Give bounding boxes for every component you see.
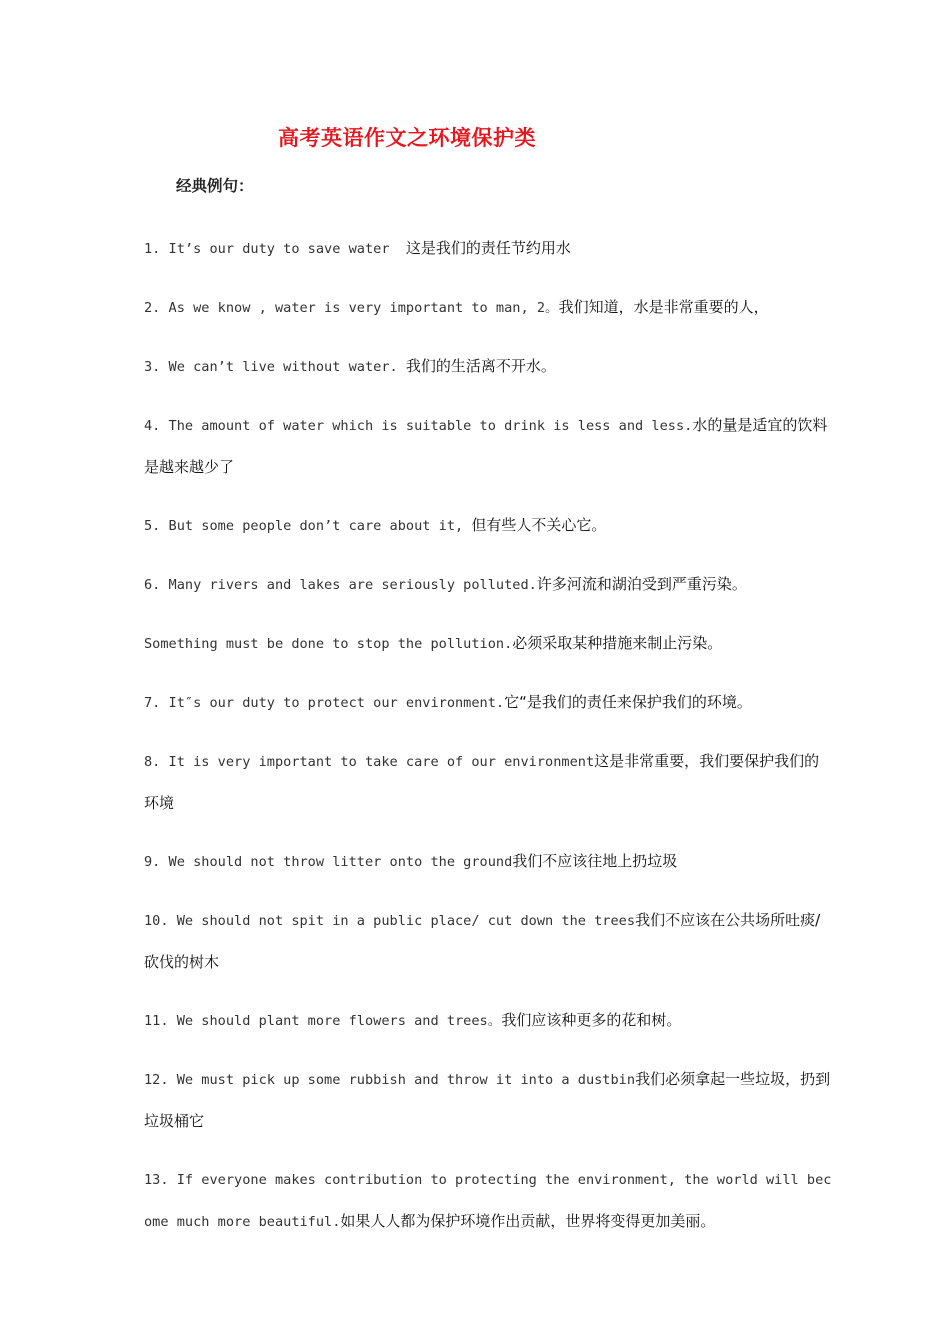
chinese-translation: 它“是我们的责任来保护我们的环境。 [504,693,752,711]
english-text: 1. It’s our duty to save water [144,241,406,257]
example-sentence [144,1059,834,1142]
english-text: 2. As we know , water is very important to man, 2。 [144,300,559,316]
example-sentence [144,900,834,983]
english-text: Something must be done to stop the pollution. [144,636,513,652]
example-sentence [144,841,834,883]
example-sentence [144,741,834,824]
english-text: 7. It″s our duty to protect our environment. [144,695,505,711]
english-text: 4. The amount of water which is suitable to drink is less and less. [144,418,693,434]
english-text: 8. It is very important to take care of our environment [144,754,595,770]
example-sentence [144,1000,834,1042]
example-sentence [144,228,834,270]
chinese-translation: 但有些人不关心它。 [471,516,607,534]
chinese-translation: 许多河流和湖泊受到严重污染。 [536,575,747,593]
english-text: 13. If everyone makes contribution to protecting the environment, the world will become much more beautiful. [144,1172,832,1230]
english-text: 12. We must pick up some rubbish and throw it into a dustbin [144,1072,636,1088]
example-sentence [144,564,834,606]
chinese-translation: 我们不应该在公共场所吐痰/砍伐的树木 [144,911,821,971]
chinese-translation: 如果人人都为保护环境作出贡献，世界将变得更加美丽。 [340,1212,716,1230]
example-sentence [144,623,834,665]
english-text: 11. We should plant more flowers and trees。 [144,1013,502,1029]
chinese-translation: 我们应该种更多的花和树。 [501,1011,682,1029]
english-text: 9. We should not throw litter onto the ground [144,854,513,870]
english-text: 5. But some people don’t care about it, [144,518,472,534]
example-sentence [144,346,834,388]
example-sentence [144,505,834,547]
chinese-translation: 我们不应该往地上扔垃圾 [512,852,678,870]
chinese-translation: 必须采取某种措施来制止污染。 [512,634,723,652]
section-heading: 经典例句： [176,177,254,195]
example-sentence [144,405,834,488]
english-text: 6. Many rivers and lakes are seriously polluted. [144,577,537,593]
example-sentence-list [144,228,834,1260]
chinese-translation: 这是我们的责任节约用水 [405,239,571,257]
chinese-translation: 我们知道，水是非常重要的人， [558,298,769,316]
chinese-translation: 我们必须拿起一些垃圾，扔到垃圾桶它 [144,1070,831,1130]
chinese-translation: 这是非常重要，我们要保护我们的环境 [144,752,820,812]
english-text: 10. We should not spit in a public place/ cut down the trees [144,913,636,929]
document-title: 高考英语作文之环境保护类 [278,126,536,150]
chinese-translation: 水的量是适宜的饮料是越来越少了 [144,416,828,476]
chinese-translation: 我们的生活离不开水。 [405,357,556,375]
example-sentence [144,1159,834,1243]
example-sentence [144,287,834,329]
english-text: 3. We can’t live without water. [144,359,406,375]
example-sentence [144,682,834,724]
